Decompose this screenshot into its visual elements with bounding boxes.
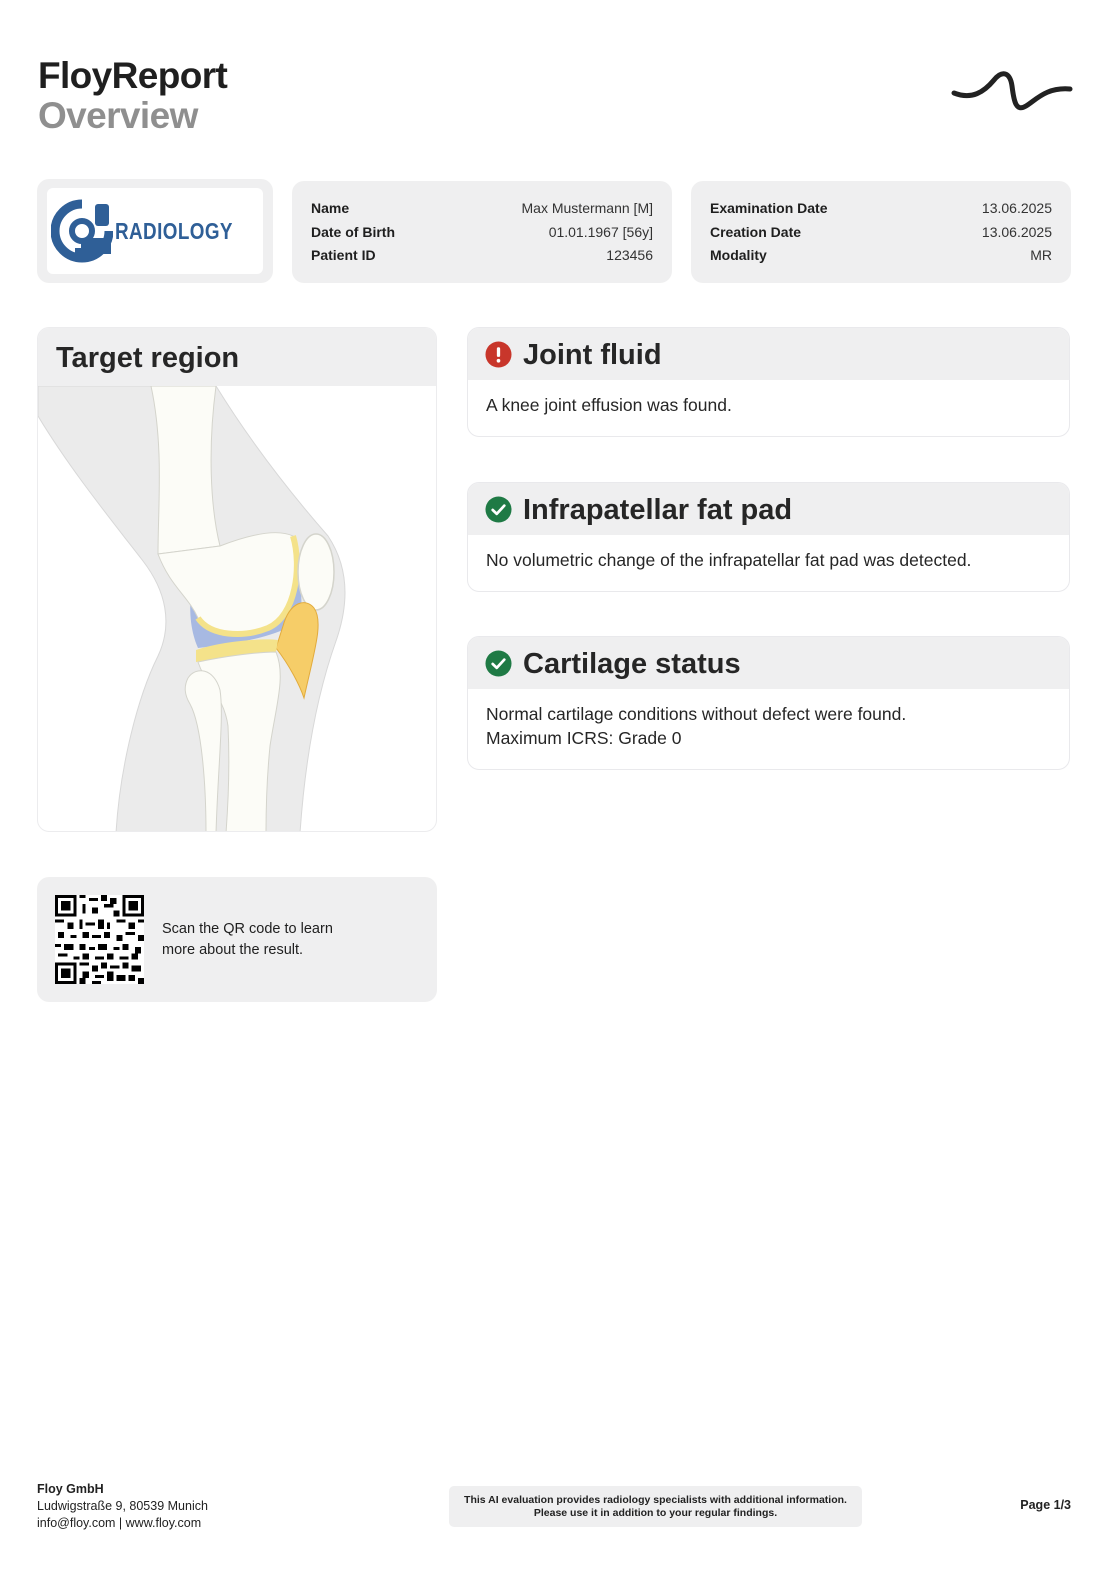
check-circle-icon [485, 496, 512, 523]
footer-disclaimer [449, 1486, 862, 1527]
report-subtitle: Overview [38, 95, 198, 136]
logo-text: RADIOLOGY [115, 217, 234, 244]
radiology-logo [47, 188, 263, 274]
footer-company-name: Floy GmbH [37, 1482, 104, 1496]
qr-code-icon[interactable] [55, 895, 144, 984]
finding-infrapatellar-fat-pad [467, 482, 1070, 592]
info-label: Name [311, 200, 350, 216]
floy-wave-logo-icon [950, 62, 1074, 118]
info-label: Examination Date [710, 200, 828, 216]
page-number: Page 1/3 [1020, 1498, 1071, 1512]
patient-dob-value: 01.01.1967 [56y] [548, 223, 653, 240]
info-label: Date of Birth [311, 223, 395, 240]
finding-header [468, 483, 1069, 535]
patient-info-card [292, 181, 672, 283]
radiology-mri-icon [51, 198, 113, 264]
modality-row [710, 246, 1052, 270]
modality-value: MR [1030, 247, 1052, 263]
creation-date-row [710, 223, 1052, 247]
finding-text: Normal cartilage conditions without defect were found. [486, 704, 907, 724]
finding-title: Infrapatellar fat pad [523, 493, 793, 526]
footer-address: Ludwigstraße 9, 80539 Munich [37, 1499, 208, 1513]
disclaimer-line: This AI evaluation provides radiology specialists with additional information. [464, 1494, 847, 1506]
finding-body [468, 535, 1069, 572]
qr-text-line: Scan the QR code to learn [162, 921, 333, 937]
knee-illustration [38, 386, 437, 832]
report-title: FloyReport [38, 55, 228, 96]
patient-dob-row [311, 223, 653, 247]
finding-text: Maximum ICRS: Grade 0 [486, 728, 682, 748]
patient-name-value: Max Mustermann [M] [521, 200, 653, 216]
institution-logo-card [37, 179, 273, 283]
finding-header [468, 328, 1069, 380]
finding-text: A knee joint effusion was found. [486, 395, 732, 415]
finding-cartilage-status [467, 636, 1070, 770]
finding-header [468, 637, 1069, 689]
disclaimer-line: Please use it in addition to your regular findings. [533, 1507, 778, 1519]
target-region-header [38, 328, 436, 386]
footer-company-info [37, 1481, 208, 1532]
finding-body [468, 380, 1069, 417]
finding-text: No volumetric change of the infrapatellar fat pad was detected. [486, 550, 972, 570]
info-label: Patient ID [311, 247, 376, 263]
qr-card [37, 877, 437, 1002]
target-region-card [37, 327, 437, 832]
target-region-title: Target region [56, 342, 240, 374]
patient-id-row [311, 246, 653, 270]
qr-text-line: more about the result. [162, 942, 304, 958]
exam-date-row [710, 199, 1052, 223]
qr-description [162, 919, 362, 961]
creation-date-value: 13.06.2025 [981, 223, 1052, 240]
footer-contact: info@floy.com | www.floy.com [37, 1516, 202, 1530]
exam-info-card [691, 181, 1071, 283]
finding-body [468, 689, 1069, 750]
patient-id-value: 123456 [606, 247, 653, 263]
exam-date-value: 13.06.2025 [981, 200, 1052, 216]
finding-title: Cartilage status [523, 647, 741, 680]
finding-joint-fluid [467, 327, 1070, 437]
info-label: Creation Date [710, 223, 802, 240]
finding-title: Joint fluid [523, 338, 662, 371]
check-circle-icon [485, 650, 512, 677]
patient-name-row [311, 199, 653, 223]
exclamation-circle-icon [485, 341, 512, 368]
info-label: Modality [710, 247, 767, 263]
